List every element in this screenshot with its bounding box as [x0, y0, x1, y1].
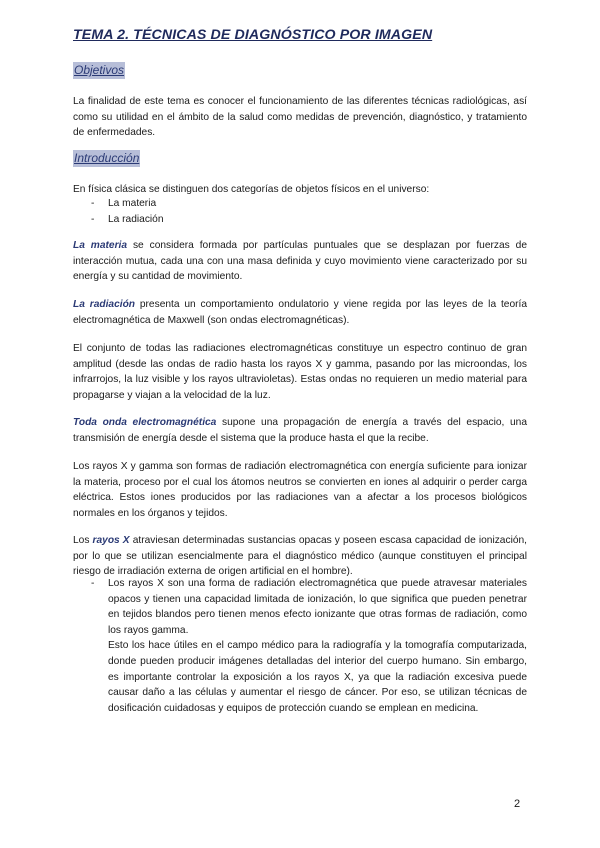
rayos-x-detail-p2: Esto los hace útiles en el campo médico para la radiografía y la tomografía computarizada, donde pueden producir imágenes detalladas del interior del cuerpo humano. Sin embargo, es importante controlar la exposición a los rayos X, ya que la radiación excesiva puede causar daño a las células y aumentar el riesgo de cáncer. Por eso, se utilizan técnicas de dosificación cuidadosas y equipos de protección cuando se emplean en medicina. [108, 640, 527, 714]
rayos-x-term: rayos X [92, 535, 130, 546]
categories-list [91, 196, 527, 227]
radiacion-term: La radiación [73, 299, 136, 310]
section-heading-introduccion: Introducción [74, 151, 140, 165]
rayos-x-paragraph: Los rayos X atraviesan determinadas sustancias opacas y poseen escasa capacidad de ionización, por lo que se utilizan esencialmente para el diagnóstico médico (aunque constituyen el principal riesgo de irradiación externa de origen artificial en el hombre). [73, 535, 527, 578]
intro-paragraph: En física clásica se distinguen dos categorías de objetos físicos en el universo: [73, 184, 430, 195]
list-item: - Los rayos X son una forma de radiación electromagnética que puede atravesar materiales opacos y tienen una capacidad limitada de ionización, lo que significa que pueden penetrar en tejidos blandos pero tienen menos efecto ionizante que otras formas de radiación, como los rayos gamma. Esto los hace útiles en el campo médico para la radiografía y la tomografía computarizada, donde pueden producir imágenes detalladas del interior del cuerpo humano. Sin embargo, es importante controlar la exposición a los rayos X, ya que la radiación excesiva puede causar daño a las células y aumentar el riesgo de cáncer. Por eso, se utilizan técnicas de dosificación cuidadosas y equipos de protección cuando se emplean en medicina. [91, 576, 527, 716]
section-heading-objetivos: Objetivos [74, 63, 125, 77]
onda-term: Toda onda electromagnética [73, 417, 217, 428]
rayos-x-detail-p1: Los rayos X son una forma de radiación electromagnética que puede atravesar materiales opacos y tienen una capacidad limitada de ionización, lo que significa que pueden penetrar en tejidos blandos pero tienen menos efecto ionizante que otras formas de radiación, como los rayos gamma. [108, 578, 527, 636]
rayos-x-detail-list [91, 576, 527, 716]
materia-paragraph: La materia se considera formada por partículas puntuales que se desplazan por fuerzas de interacción mutua, cada una con una masa definida y cuyo movimiento viene caracterizado por su energía y su cantidad de movimiento. [73, 240, 527, 283]
list-item: - La radiación [91, 213, 164, 225]
materia-term: La materia [73, 240, 128, 251]
page-number: 2 [514, 798, 521, 810]
page-title: TEMA 2. TÉCNICAS DE DIAGNÓSTICO POR IMAGEN [73, 27, 433, 43]
rayos-gamma-paragraph: Los rayos X y gamma son formas de radiación electromagnética con energía suficiente para ionizar la materia, proceso por el cual los átomos neutros se convierten en iones al adquirir o perder carga eléctrica. Estos iones producidos por las radiaciones van a afectar a los procesos biológicos normales en los órganos y tejidos. [73, 461, 527, 519]
objetivos-paragraph: La finalidad de este tema es conocer el funcionamiento de las diferentes técnicas radiológicas, así como su utilidad en el ámbito de la salud como medidas de prevención, diagnóstico, y tratamiento de enfermedades. [73, 96, 527, 139]
radiacion-paragraph: La radiación presenta un comportamiento ondulatorio y viene regida por las leyes de la teoría electromagnética de Maxwell (son ondas electromagnéticas). [73, 299, 527, 326]
list-item: - La materia [91, 198, 157, 209]
onda-paragraph: Toda onda electromagnética supone una propagación de energía a través del espacio, una transmisión de energía desde el sistema que la produce hasta el que la recibe. [73, 417, 527, 444]
espectro-paragraph: El conjunto de todas las radiaciones electromagnéticas constituye un espectro continuo de gran amplitud (desde las ondas de radio hasta los rayos X y gamma, pasando por las microondas, los infrarrojos, la luz visible y los rayos ultravioletas). Estas ondas no requieren un medio material para propagarse y viajan a la velocidad de la luz. [73, 343, 527, 401]
